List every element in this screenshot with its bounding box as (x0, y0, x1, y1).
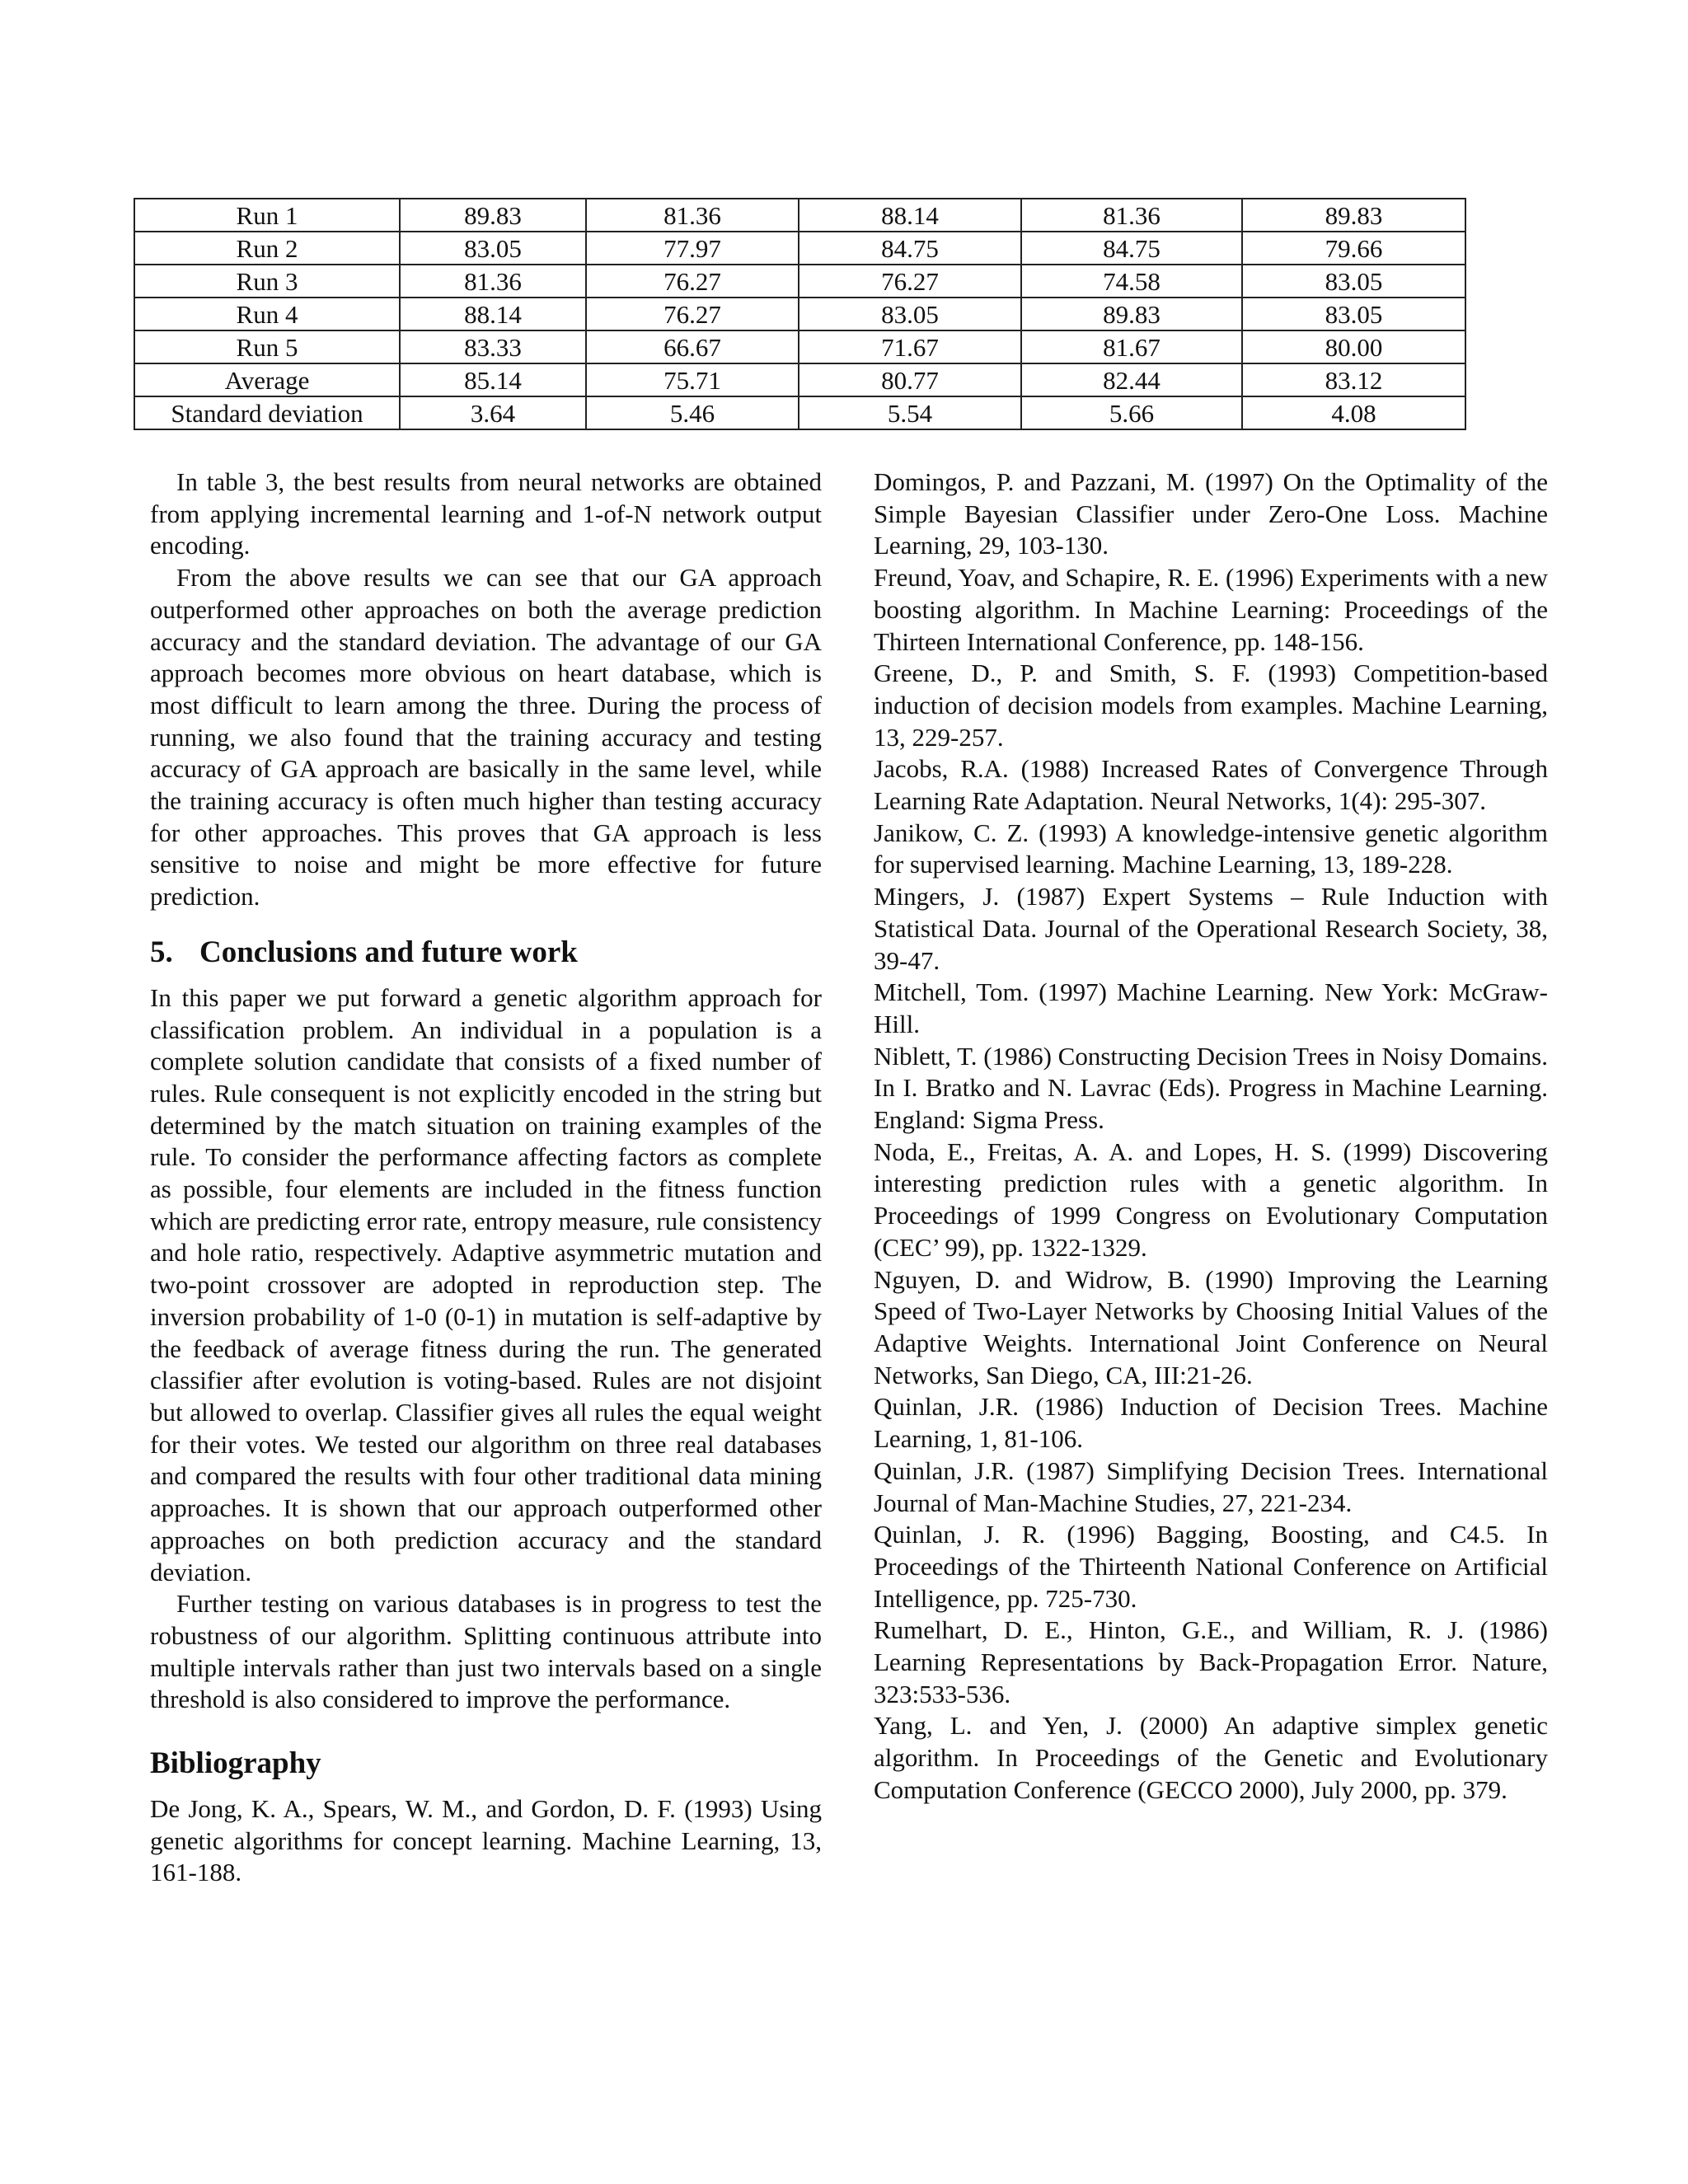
reference-item: Mingers, J. (1987) Expert Systems – Rule Induction with Statistical Data. Journal of the Operational Research Society, 38, 39-47. (874, 882, 1548, 975)
table-row (134, 265, 1465, 298)
table-cell: 88.14 (400, 298, 586, 330)
table-cell: 83.05 (1242, 265, 1465, 298)
paragraph-table3-results: In table 3, the best results from neural networks are obtained from applying incremental learning and 1-of-N network output encoding. (150, 467, 822, 560)
reference-item: Greene, D., P. and Smith, S. F. (1993) Competition-based induction of decision models from examples. Machine Learning, 13, 229-257. (874, 658, 1548, 752)
table-cell: 84.75 (1021, 232, 1242, 265)
reference-item: Nguyen, D. and Widrow, B. (1990) Improving the Learning Speed of Two-Layer Networks by Choosing Initial Values of the Adaptive Weights. International Joint Conference on Neural Networks, San Diego, CA, III:21-26. (874, 1264, 1548, 1390)
section-number: 5. (150, 935, 173, 969)
reference-item: Noda, E., Freitas, A. A. and Lopes, H. S. (1999) Discovering interesting prediction rules with a genetic algorithm. In Proceedings of 1999 Congress on Evolutionary Computation (CEC’ 99), pp. 1322-1329. (874, 1137, 1548, 1262)
reference-item: Niblett, T. (1986) Constructing Decision Trees in Noisy Domains. In I. Bratko and N. Lavrac (Eds). Progress in Machine Learning. England: Sigma Press. (874, 1041, 1548, 1135)
paragraph-ga-comparison: From the above results we can see that our GA approach outperformed other approaches on both the average prediction accuracy and the standard deviation. The advantage of our GA approach becomes more obvious on heart database, which is most difficult to learn among the three. During the process of running, we also found that the training accuracy and testing accuracy of GA approach are basically in the same level, while the training accuracy is often much higher than testing accuracy for other approaches. This proves that GA approach is less sensitive to noise and might be more effective for future prediction. (150, 563, 822, 912)
reference-item: Quinlan, J. R. (1996) Bagging, Boosting, and C4.5. In Proceedings of the Thirteenth National Conference on Artificial Intelligence, pp. 725-730. (874, 1520, 1548, 1613)
table-cell: 71.67 (799, 330, 1021, 363)
reference-item: Mitchell, Tom. (1997) Machine Learning. New York: McGraw-Hill. (874, 977, 1548, 1038)
table-cell: 83.05 (1242, 298, 1465, 330)
table-cell: 83.33 (400, 330, 586, 363)
left-column (150, 466, 822, 1889)
table-cell: 75.71 (586, 363, 799, 396)
reference-item: Rumelhart, D. E., Hinton, G.E., and William, R. J. (1986) Learning Representations by Back-Propagation Error. Nature, 323:533-536. (874, 1615, 1548, 1708)
table-cell: 66.67 (586, 330, 799, 363)
table-cell: 83.05 (400, 232, 586, 265)
table-row (134, 363, 1465, 396)
table-cell: 89.83 (400, 199, 586, 232)
table-cell: 88.14 (799, 199, 1021, 232)
results-table-body (134, 199, 1465, 429)
section-heading-conclusions (150, 935, 822, 971)
reference-item: Jacobs, R.A. (1988) Increased Rates of Convergence Through Learning Rate Adaptation. Neural Networks, 1(4): 295-307. (874, 754, 1548, 816)
reference-item: Quinlan, J.R. (1987) Simplifying Decision Trees. International Journal of Man-Machine Studies, 27, 221-234. (874, 1455, 1548, 1517)
table-cell: 89.83 (1242, 199, 1465, 232)
table-cell: 81.36 (1021, 199, 1242, 232)
table-cell: 74.58 (1021, 265, 1242, 298)
table-cell: 84.75 (799, 232, 1021, 265)
table-cell: 76.27 (586, 298, 799, 330)
table-row (134, 199, 1465, 232)
row-label: Run 1 (134, 199, 400, 232)
reference-item: Quinlan, J.R. (1986) Induction of Decision Trees. Machine Learning, 1, 81-106. (874, 1392, 1548, 1454)
row-label: Average (134, 363, 400, 396)
row-label: Run 4 (134, 298, 400, 330)
table-cell: 77.97 (586, 232, 799, 265)
table-cell: 89.83 (1021, 298, 1242, 330)
table-cell: 81.36 (400, 265, 586, 298)
table-cell: 76.27 (799, 265, 1021, 298)
table-cell: 76.27 (586, 265, 799, 298)
row-label: Run 5 (134, 330, 400, 363)
table-cell: 83.12 (1242, 363, 1465, 396)
table-row (134, 298, 1465, 330)
table-cell: 80.77 (799, 363, 1021, 396)
reference-item: Yang, L. and Yen, J. (2000) An adaptive simplex genetic algorithm. In Proceedings of the Genetic and Evolutionary Computation Conference (GECCO 2000), July 2000, pp. 379. (874, 1711, 1548, 1804)
reference-item: Freund, Yoav, and Schapire, R. E. (1996) Experiments with a new boosting algorithm. In Machine Learning: Proceedings of the Thirteen International Conference, pp. 148-156. (874, 563, 1548, 656)
row-label: Run 2 (134, 232, 400, 265)
table-cell: 5.46 (586, 396, 799, 429)
table-cell: 4.08 (1242, 396, 1465, 429)
table-cell: 3.64 (400, 396, 586, 429)
reference-item: Janikow, C. Z. (1993) A knowledge-intensive genetic algorithm for supervised learning. Machine Learning, 13, 189-228. (874, 818, 1548, 879)
table-row (134, 396, 1465, 429)
table-cell: 79.66 (1242, 232, 1465, 265)
row-label: Standard deviation (134, 396, 400, 429)
table-cell: 85.14 (400, 363, 586, 396)
paragraph-future-work: Further testing on various databases is in progress to test the robustness of our algorithm. Splitting continuous attribute into multiple intervals rather than just two intervals based on a single threshold is also considered to improve the performance. (150, 1589, 822, 1714)
reference-item: De Jong, K. A., Spears, W. M., and Gordon, D. F. (1993) Using genetic algorithms for concept learning. Machine Learning, 13, 161-188. (150, 1794, 822, 1887)
table-cell: 81.67 (1021, 330, 1242, 363)
table-row (134, 330, 1465, 363)
bibliography-heading: Bibliography (150, 1746, 321, 1781)
table-cell: 5.54 (799, 396, 1021, 429)
section-title: Conclusions and future work (199, 935, 578, 969)
right-column (874, 466, 1548, 1807)
paragraph-conclusions: In this paper we put forward a genetic algorithm approach for classification problem. An individual in a population is a complete solution candidate that consists of a fixed number of rules. Rule consequent is not explicitly encoded in the string but determined by the match situation on training examples of the rule. To consider the performance affecting factors as complete as possible, four elements are included in the fitness function which are predicting error rate, entropy measure, rule consistency and hole ratio, respectively. Adaptive asymmetric mutation and two-point crossover are adopted in reproduction step. The inversion probability of 1-0 (0-1) in mutation is self-adaptive by the feedback of average fitness during the run. The generated classifier after evolution is voting-based. Rules are not disjoint but allowed to overlap. Classifier gives all rules the equal weight for their votes. We tested our algorithm on three real databases and compared the results with four other traditional data mining approaches. It is shown that our approach outperformed other approaches on both prediction accuracy and the standard deviation. (150, 982, 822, 1586)
table-cell: 81.36 (586, 199, 799, 232)
results-table (134, 198, 1466, 430)
table-cell: 83.05 (799, 298, 1021, 330)
table-cell: 80.00 (1242, 330, 1465, 363)
row-label: Run 3 (134, 265, 400, 298)
reference-item: Domingos, P. and Pazzani, M. (1997) On the Optimality of the Simple Bayesian Classifier under Zero-One Loss. Machine Learning, 29, 103-130. (874, 467, 1548, 560)
table-cell: 5.66 (1021, 396, 1242, 429)
table-row (134, 232, 1465, 265)
table-cell: 82.44 (1021, 363, 1242, 396)
